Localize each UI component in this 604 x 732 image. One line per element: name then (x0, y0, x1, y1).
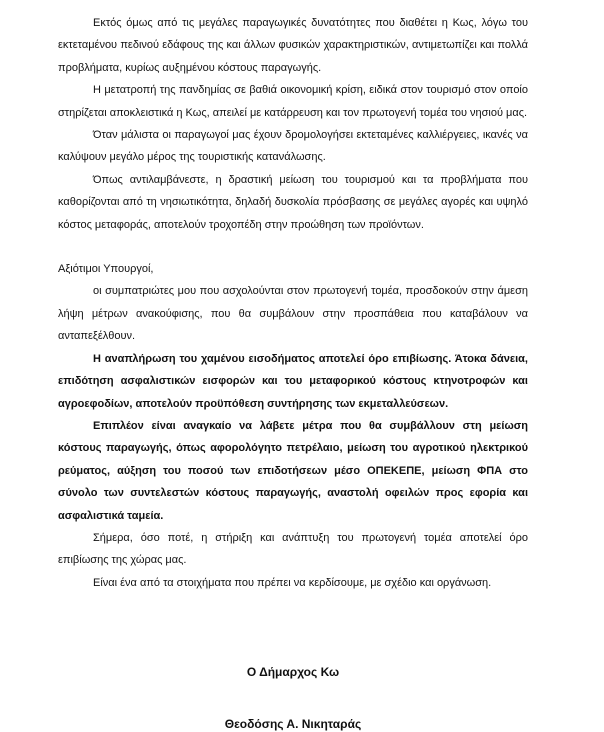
paragraph-cultivations: Όταν μάλιστα οι παραγωγοί μας έχουν δρομολογήσει εκτεταμένες καλλιέργειες, ικανές να καλύψουν μεγάλο μέρος της τουριστικής κατανάλωσης. (58, 129, 528, 164)
paragraph-insularity: Όπως αντιλαμβάνεστε, η δραστική μείωση του τουρισμού και τα προβλήματα που καθορίζονται από τη νησιωτικότητα, δηλαδή δυσκολία πρόσβασης σε μεγάλες αγορές και υψηλό κόστος μεταφοράς, αποτελούν τροχοπέδη στην προώθηση των προϊόντων. (58, 173, 528, 231)
document-page (58, 0, 528, 594)
signature-name: Θεοδόσης Α. Νικηταράς (224, 717, 362, 731)
paragraph-expectations: οι συμπατριώτες μου που ασχολούνται στον πρωτογενή τομέα, προσδοκούν στην άμεση λήψη μέτρων ανακούφισης, που θα συμβάλουν στην προσπάθεια που καταβάλουν να ανταπεξέλθουν. (58, 285, 528, 343)
salutation: Αξιότιμοι Υπουργοί, (58, 263, 154, 276)
paragraph-production: Εκτός όμως από τις μεγάλες παραγωγικές δυνατότητες που διαθέτει η Κως, λόγω του εκτεταμένου πεδινού εδάφους της και άλλων φυσικών χαρακτηριστικών, αντιμετωπίζει και πολλά προβλήματα, κυρίως αυξημένου κόστους παραγωγής. (58, 17, 528, 74)
paragraph-cost-measures: Επιπλέον είναι αναγκαίο να λάβετε μέτρα που θα συμβάλλουν στη μείωση κόστους παραγωγής, όπως αφορολόγητο πετρέλαιο, μείωση του αγροτικού ηλεκτρικού ρεύματος, αύξηση του ποσού των επιδοτήσεων μέσο ΟΠΕΚΕΠΕ, μείωση ΦΠΑ στο σύνολο των συντελεστών κόστους παραγωγής, αναστολή οφειλών προς εφορία και ασφαλιστικά ταμεία. (58, 419, 528, 522)
paragraph-challenge: Είναι ένα από τα στοιχήματα που πρέπει να κερδίσουμε, με σχέδιο και οργάνωση. (93, 576, 492, 589)
paragraph-income-compensation: Η αναπλήρωση του χαμένου εισοδήματος αποτελεί όρο επιβίωσης. Άτοκα δάνεια, επιδότηση ασφαλιστικών εισφορών και του μεταφορικού κόστους κτηνοτροφών και αγροεφοδίων, αποτελούν προϋπόθεση συντήρησης των εκμεταλλεύσεων. (58, 352, 528, 410)
signature-title: Ο Δήμαρχος Κω (246, 665, 340, 679)
paragraph-support: Σήμερα, όσο ποτέ, η στήριξη και ανάπτυξη του πρωτογενή τομέα αποτελεί όρο επιβίωσης της χώρας μας. (58, 531, 528, 567)
paragraph-pandemic: Η μετατροπή της πανδημίας σε βαθιά οικονομική κρίση, ειδικά στον τουρισμό στον οποίο στηρίζεται αποκλειστικά η Κως, απειλεί με κατάρρευση και τον πρωτογενή τομέα του νησιού μας. (58, 84, 528, 119)
